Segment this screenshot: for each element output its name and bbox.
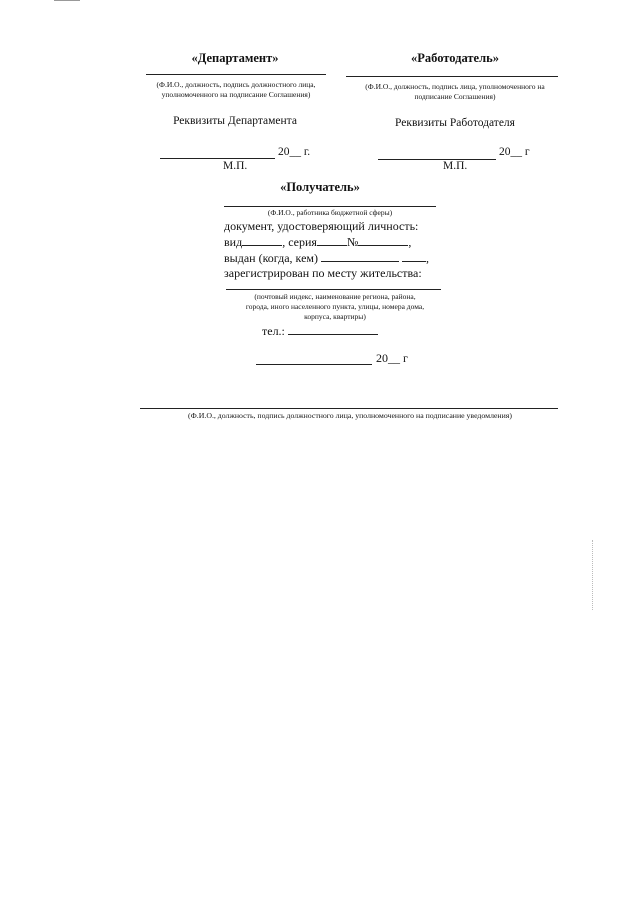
department-signature-note-line1: (Ф.И.О., должность, подпись должностного лица, xyxy=(156,80,316,89)
employer-signature-note-line2: подписание Соглашения) xyxy=(414,92,496,101)
number-label: № xyxy=(346,235,359,249)
department-requisites: Реквизиты Департамента xyxy=(173,115,297,127)
recipient-date-line xyxy=(256,364,372,365)
scan-artifact-line xyxy=(54,0,80,1)
recipient-address-note-line3: корпуса, квартиры) xyxy=(304,312,366,321)
issued-label: выдан (когда, кем) xyxy=(224,251,319,265)
recipient-phone-row xyxy=(262,324,378,339)
series-blank xyxy=(317,235,347,246)
recipient-address-line xyxy=(226,289,441,290)
phone-label: тел.: xyxy=(262,324,285,338)
kind-label: вид xyxy=(224,235,243,249)
recipient-address-note-line1: (почтовый индекс, наименование региона, района, xyxy=(254,292,416,301)
kind-blank xyxy=(242,235,282,246)
row-comma: , xyxy=(408,235,412,249)
employer-signature-note-line1: (Ф.И.О., должность, подпись лица, уполномоченного на xyxy=(365,82,545,91)
department-title: «Департамент» xyxy=(191,51,279,65)
department-signature-line xyxy=(146,74,326,75)
margin-scan-artifact xyxy=(592,540,593,610)
issued-blank-1 xyxy=(321,251,399,262)
department-date-year: 20__ г. xyxy=(278,146,311,158)
issued-blank-2 xyxy=(402,251,426,262)
department-date-line xyxy=(160,158,275,159)
employer-date-year: 20__ г xyxy=(499,146,530,158)
footer-signature-line xyxy=(140,408,558,409)
recipient-address-note-line2: города, иного населенного пункта, улицы, номера дома, xyxy=(245,302,425,311)
recipient-name-note: (Ф.И.О., работника бюджетной сферы) xyxy=(267,208,393,217)
recipient-title: «Получатель» xyxy=(280,180,360,194)
employer-requisites: Реквизиты Работодателя xyxy=(395,117,515,129)
department-stamp: М.П. xyxy=(223,160,248,172)
recipient-date-year: 20__ г xyxy=(376,351,408,365)
footer-signature-note: (Ф.И.О., должность, подпись должностного лица, уполномоченного на подписание уведомления) xyxy=(188,411,512,420)
employer-stamp: М.П. xyxy=(443,160,468,172)
recipient-name-line xyxy=(224,206,436,207)
employer-title: «Работодатель» xyxy=(411,51,499,65)
issued-comma: , xyxy=(426,251,430,265)
department-signature-note-line2: уполномоченного на подписание Соглашения) xyxy=(161,90,311,99)
recipient-issued-row xyxy=(224,251,429,266)
recipient-registered-label: зарегистрирован по месту жительства: xyxy=(224,266,422,280)
series-label: , серия xyxy=(282,235,317,249)
recipient-id-doc-label: документ, удостоверяющий личность: xyxy=(224,219,419,233)
recipient-id-doc-row xyxy=(224,235,411,250)
employer-signature-line xyxy=(346,76,558,77)
number-blank xyxy=(358,235,408,246)
employer-date-line xyxy=(378,159,496,160)
phone-blank xyxy=(288,324,378,335)
